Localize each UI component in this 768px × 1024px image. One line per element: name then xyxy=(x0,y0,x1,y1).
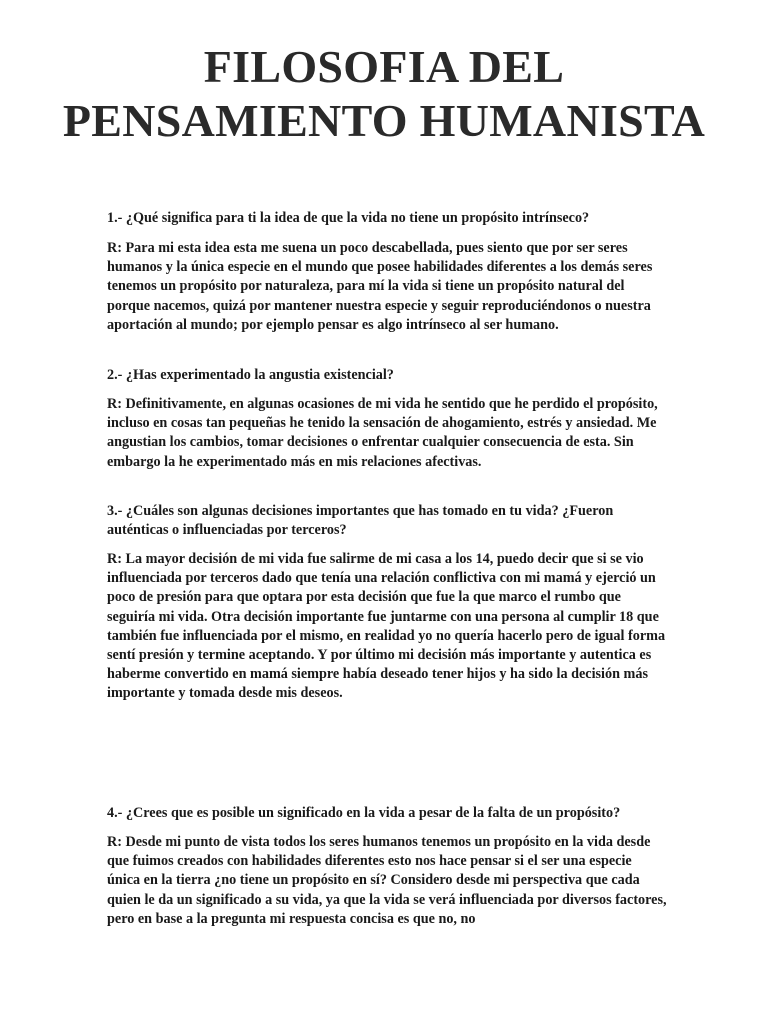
question-2: 2.- ¿Has experimentado la angustia existencial? xyxy=(107,367,394,383)
answer-3: R: La mayor decisión de mi vida fue salirme de mi casa a los 14, puedo decir que si se vio influenciada por terceros dado que tenía una relación conflictiva con mi mamá y ejerció un poco de presión para que optara por esta decisión que fue la que marco el rumbo que seguiría mi vida. Otra decisión importante fue juntarme con una persona al cumplir 18 que también fue influenciada por el mismo, en realidad yo no quería hacerlo pero de igual forma sentí presión y termine aceptando. Y por último mi decisión más importante y autentica es haberme convertido en mamá siempre había deseado tener hijos y ha sido la decisión más importante y tomada desde mis deseos. xyxy=(107,551,666,702)
question-3: 3.- ¿Cuáles son algunas decisiones importantes que has tomado en tu vida? ¿Fueron auténticas o influenciadas por terceros? xyxy=(107,503,614,539)
answer-1: R: Para mi esta idea esta me suena un poco descabellada, pues siento que por ser seres humanos y la única especie en el mundo que posee habilidades diferentes a los demás seres tenemos un propósito por naturaleza, para mí la vida si tiene un propósito natural del porque nacemos, quizá por mantener nuestra especie y seguir reproduciéndonos o nuestra aportación al mundo; por ejemplo pensar es algo intrínseco al ser humano. xyxy=(107,240,653,333)
title-line-1: FILOSOFIA DEL xyxy=(203,41,565,92)
question-4: 4.- ¿Crees que es posible un significado en la vida a pesar de la falta de un propósito? xyxy=(107,805,621,821)
answer-2: R: Definitivamente, en algunas ocasiones de mi vida he sentido que he perdido el propósito, incluso en cosas tan pequeñas he tenido la sensación de ahogamiento, estrés y ansiedad. Me angustian los cambios, tomar decisiones o enfrentar cualquier consecuencia de esta. Sin embargo la he experimentado más en mis relaciones afectivas. xyxy=(107,396,658,470)
document-title xyxy=(0,40,768,148)
answer-4: R: Desde mi punto de vista todos los seres humanos tenemos un propósito en la vida desde que fuimos creados con habilidades diferentes esto nos hace pensar si el ser una especie única en la tierra ¿no tiene un propósito en sí? Considero desde mi perspectiva que cada quien le da un significado a su vida, ya que la vida se verá influenciada por diversos factores, pero en base a la pregunta mi respuesta concisa es que no, no xyxy=(107,834,667,927)
title-line-2: PENSAMIENTO HUMANISTA xyxy=(62,95,706,146)
question-1: 1.- ¿Qué significa para ti la idea de que la vida no tiene un propósito intrínseco? xyxy=(107,210,590,226)
